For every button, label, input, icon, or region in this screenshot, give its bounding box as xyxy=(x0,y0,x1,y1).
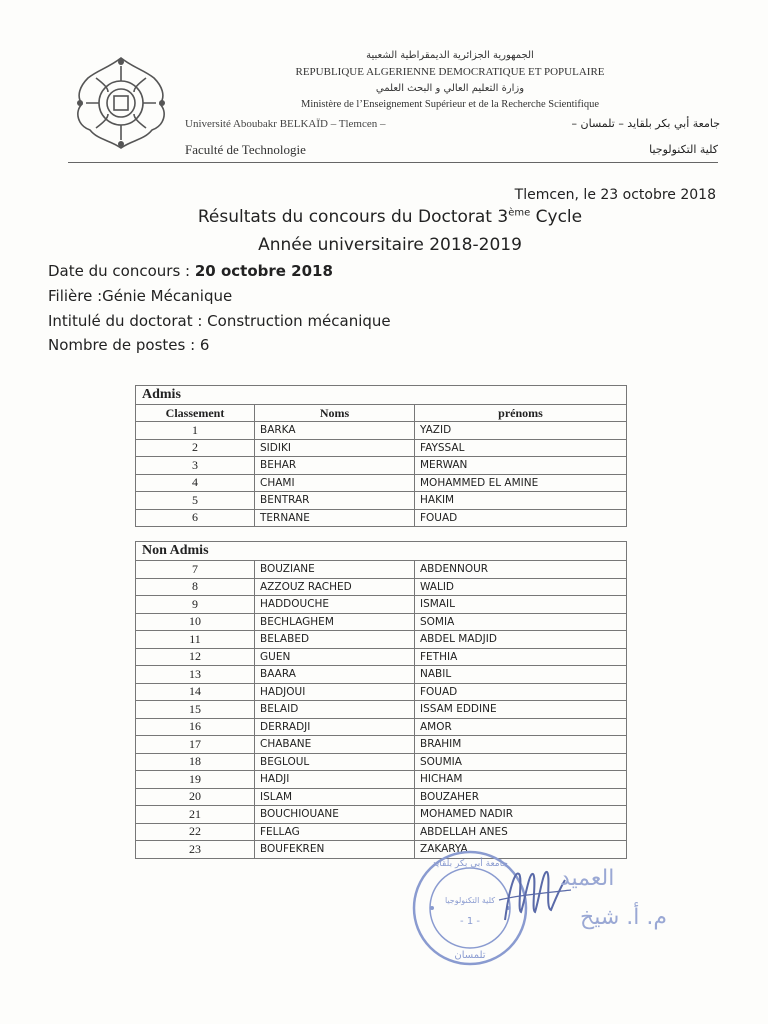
header-faculty: Faculté de Technologie xyxy=(185,142,306,157)
table-row xyxy=(136,631,627,649)
name-cell: BOUZIANE xyxy=(255,561,415,579)
document-subtitle: Année universitaire 2018-2019 xyxy=(258,235,522,255)
column-header-firstname: prénoms xyxy=(415,405,627,422)
title-suffix: Cycle xyxy=(530,207,583,227)
stamp-center-text: كلية التكنولوجيا xyxy=(444,896,496,905)
name-cell: BOUCHIOUANE xyxy=(255,806,415,824)
header-arabic-faculty: كلية التكنولوجيا xyxy=(649,143,718,156)
rank-cell: 14 xyxy=(136,683,255,701)
rank-cell: 9 xyxy=(136,596,255,614)
title-superscript: ème xyxy=(508,207,531,219)
name-cell: DERRADJI xyxy=(255,718,415,736)
table-row xyxy=(136,509,627,527)
table-row xyxy=(136,422,627,440)
contest-date-value: 20 octobre 2018 xyxy=(194,262,333,280)
rank-cell: 2 xyxy=(136,439,255,457)
name-cell: HADDOUCHE xyxy=(255,596,415,614)
rank-cell: 17 xyxy=(136,736,255,754)
rank-cell: 1 xyxy=(136,422,255,440)
name-cell: BOUFEKREN xyxy=(255,841,415,859)
positions-count-line: Nombre de postes : 6 xyxy=(48,336,210,354)
name-cell: GUEN xyxy=(255,648,415,666)
table-row xyxy=(136,457,627,475)
rank-cell: 4 xyxy=(136,474,255,492)
rank-cell: 22 xyxy=(136,823,255,841)
non-admis-table xyxy=(135,541,627,859)
title-text: Résultats du concours du Doctorat 3 xyxy=(197,207,509,227)
table-row xyxy=(136,474,627,492)
firstname-cell: WALID xyxy=(415,578,627,596)
rank-cell: 18 xyxy=(136,753,255,771)
contest-date-line xyxy=(48,262,333,280)
name-cell: CHAMI xyxy=(255,474,415,492)
firstname-cell: AMOR xyxy=(415,718,627,736)
admis-section-label: Admis xyxy=(136,386,627,405)
firstname-cell: MERWAN xyxy=(415,457,627,475)
table-row xyxy=(136,701,627,719)
firstname-cell: ISMAIL xyxy=(415,596,627,614)
rank-cell: 15 xyxy=(136,701,255,719)
header-ministry: Ministère de l’Enseignement Supérieur et de la Recherche Scientifique xyxy=(301,99,599,110)
firstname-cell: BOUZAHER xyxy=(415,788,627,806)
university-logo xyxy=(68,48,174,158)
name-cell: ISLAM xyxy=(255,788,415,806)
firstname-cell: ISSAM EDDINE xyxy=(415,701,627,719)
rank-cell: 7 xyxy=(136,561,255,579)
rank-cell: 8 xyxy=(136,578,255,596)
firstname-cell: YAZID xyxy=(415,422,627,440)
firstname-cell: SOMIA xyxy=(415,613,627,631)
document-title xyxy=(140,207,640,227)
filiere-line: Filière :Génie Mécanique xyxy=(48,287,233,305)
non-admis-section-label: Non Admis xyxy=(136,542,627,561)
dean-name: م. أ. شيخ xyxy=(580,905,667,930)
firstname-cell: ABDELLAH ANES xyxy=(415,823,627,841)
table-row xyxy=(136,648,627,666)
table-header-row xyxy=(136,405,627,422)
name-cell: BAARA xyxy=(255,666,415,684)
header-republic: REPUBLIQUE ALGERIENNE DEMOCRATIQUE ET POPULAIRE xyxy=(295,66,605,78)
rank-cell: 23 xyxy=(136,841,255,859)
rank-cell: 19 xyxy=(136,771,255,789)
table-row xyxy=(136,561,627,579)
rank-cell: 3 xyxy=(136,457,255,475)
non-admis-section-row xyxy=(136,542,627,561)
firstname-cell: FAYSSAL xyxy=(415,439,627,457)
name-cell: HADJOUI xyxy=(255,683,415,701)
firstname-cell: ABDENNOUR xyxy=(415,561,627,579)
name-cell: BEGLOUL xyxy=(255,753,415,771)
table-row xyxy=(136,823,627,841)
admis-table xyxy=(135,385,627,527)
table-row xyxy=(136,683,627,701)
name-cell: BARKA xyxy=(255,422,415,440)
table-row xyxy=(136,753,627,771)
name-cell: BENTRAR xyxy=(255,492,415,510)
firstname-cell: FOUAD xyxy=(415,683,627,701)
firstname-cell: SOUMIA xyxy=(415,753,627,771)
rank-cell: 13 xyxy=(136,666,255,684)
firstname-cell: MOHAMMED EL AMINE xyxy=(415,474,627,492)
contest-date-label: Date du concours : xyxy=(48,262,195,280)
name-cell: BEHAR xyxy=(255,457,415,475)
firstname-cell: BRAHIM xyxy=(415,736,627,754)
table-row xyxy=(136,666,627,684)
firstname-cell: HICHAM xyxy=(415,771,627,789)
name-cell: CHABANE xyxy=(255,736,415,754)
dean-title: العميد xyxy=(560,866,615,891)
rank-cell: 21 xyxy=(136,806,255,824)
name-cell: BECHLAGHEM xyxy=(255,613,415,631)
column-header-rank: Classement xyxy=(136,405,255,422)
table-row xyxy=(136,492,627,510)
column-header-name: Noms xyxy=(255,405,415,422)
firstname-cell: MOHAMED NADIR xyxy=(415,806,627,824)
table-row xyxy=(136,718,627,736)
name-cell: FELLAG xyxy=(255,823,415,841)
header-university: Université Aboubakr BELKAÏD – Tlemcen – xyxy=(185,118,386,130)
table-row xyxy=(136,841,627,859)
rank-cell: 11 xyxy=(136,631,255,649)
stamp-top-text: جامعة أبي بكر بلقايد xyxy=(432,859,508,869)
name-cell: BELABED xyxy=(255,631,415,649)
firstname-cell: HAKIM xyxy=(415,492,627,510)
rank-cell: 5 xyxy=(136,492,255,510)
name-cell: SIDIKI xyxy=(255,439,415,457)
table-row xyxy=(136,613,627,631)
table-row xyxy=(136,736,627,754)
table-row xyxy=(136,596,627,614)
table-row xyxy=(136,788,627,806)
table-row xyxy=(136,578,627,596)
header-arabic-ministry: وزارة التعليم العالي و البحث العلمي xyxy=(375,83,525,94)
admis-section-row xyxy=(136,386,627,405)
header-divider xyxy=(68,162,718,163)
rank-cell: 16 xyxy=(136,718,255,736)
table-row xyxy=(136,439,627,457)
name-cell: TERNANE xyxy=(255,509,415,527)
rank-cell: 6 xyxy=(136,509,255,527)
name-cell: BELAID xyxy=(255,701,415,719)
firstname-cell: ABDEL MADJID xyxy=(415,631,627,649)
stamp-bottom-text: تلمسان xyxy=(454,950,486,961)
table-row xyxy=(136,806,627,824)
table-row xyxy=(136,771,627,789)
firstname-cell: FETHIA xyxy=(415,648,627,666)
stamp-number: - 1 - xyxy=(460,916,480,927)
name-cell: AZZOUZ RACHED xyxy=(255,578,415,596)
firstname-cell: FOUAD xyxy=(415,509,627,527)
name-cell: HADJI xyxy=(255,771,415,789)
header-arabic-university: جامعة أبي بكر بلقايد – تلمسان – xyxy=(571,117,720,130)
firstname-cell: ZAKARYA xyxy=(415,841,627,859)
firstname-cell: NABIL xyxy=(415,666,627,684)
rank-cell: 20 xyxy=(136,788,255,806)
rank-cell: 10 xyxy=(136,613,255,631)
rank-cell: 12 xyxy=(136,648,255,666)
header-arabic-republic: الجمهورية الجزائرية الديمقراطية الشعبية xyxy=(366,50,534,61)
doctorat-title-line: Intitulé du doctorat : Construction mécanique xyxy=(48,312,391,330)
document-date: Tlemcen, le 23 octobre 2018 xyxy=(514,187,716,203)
